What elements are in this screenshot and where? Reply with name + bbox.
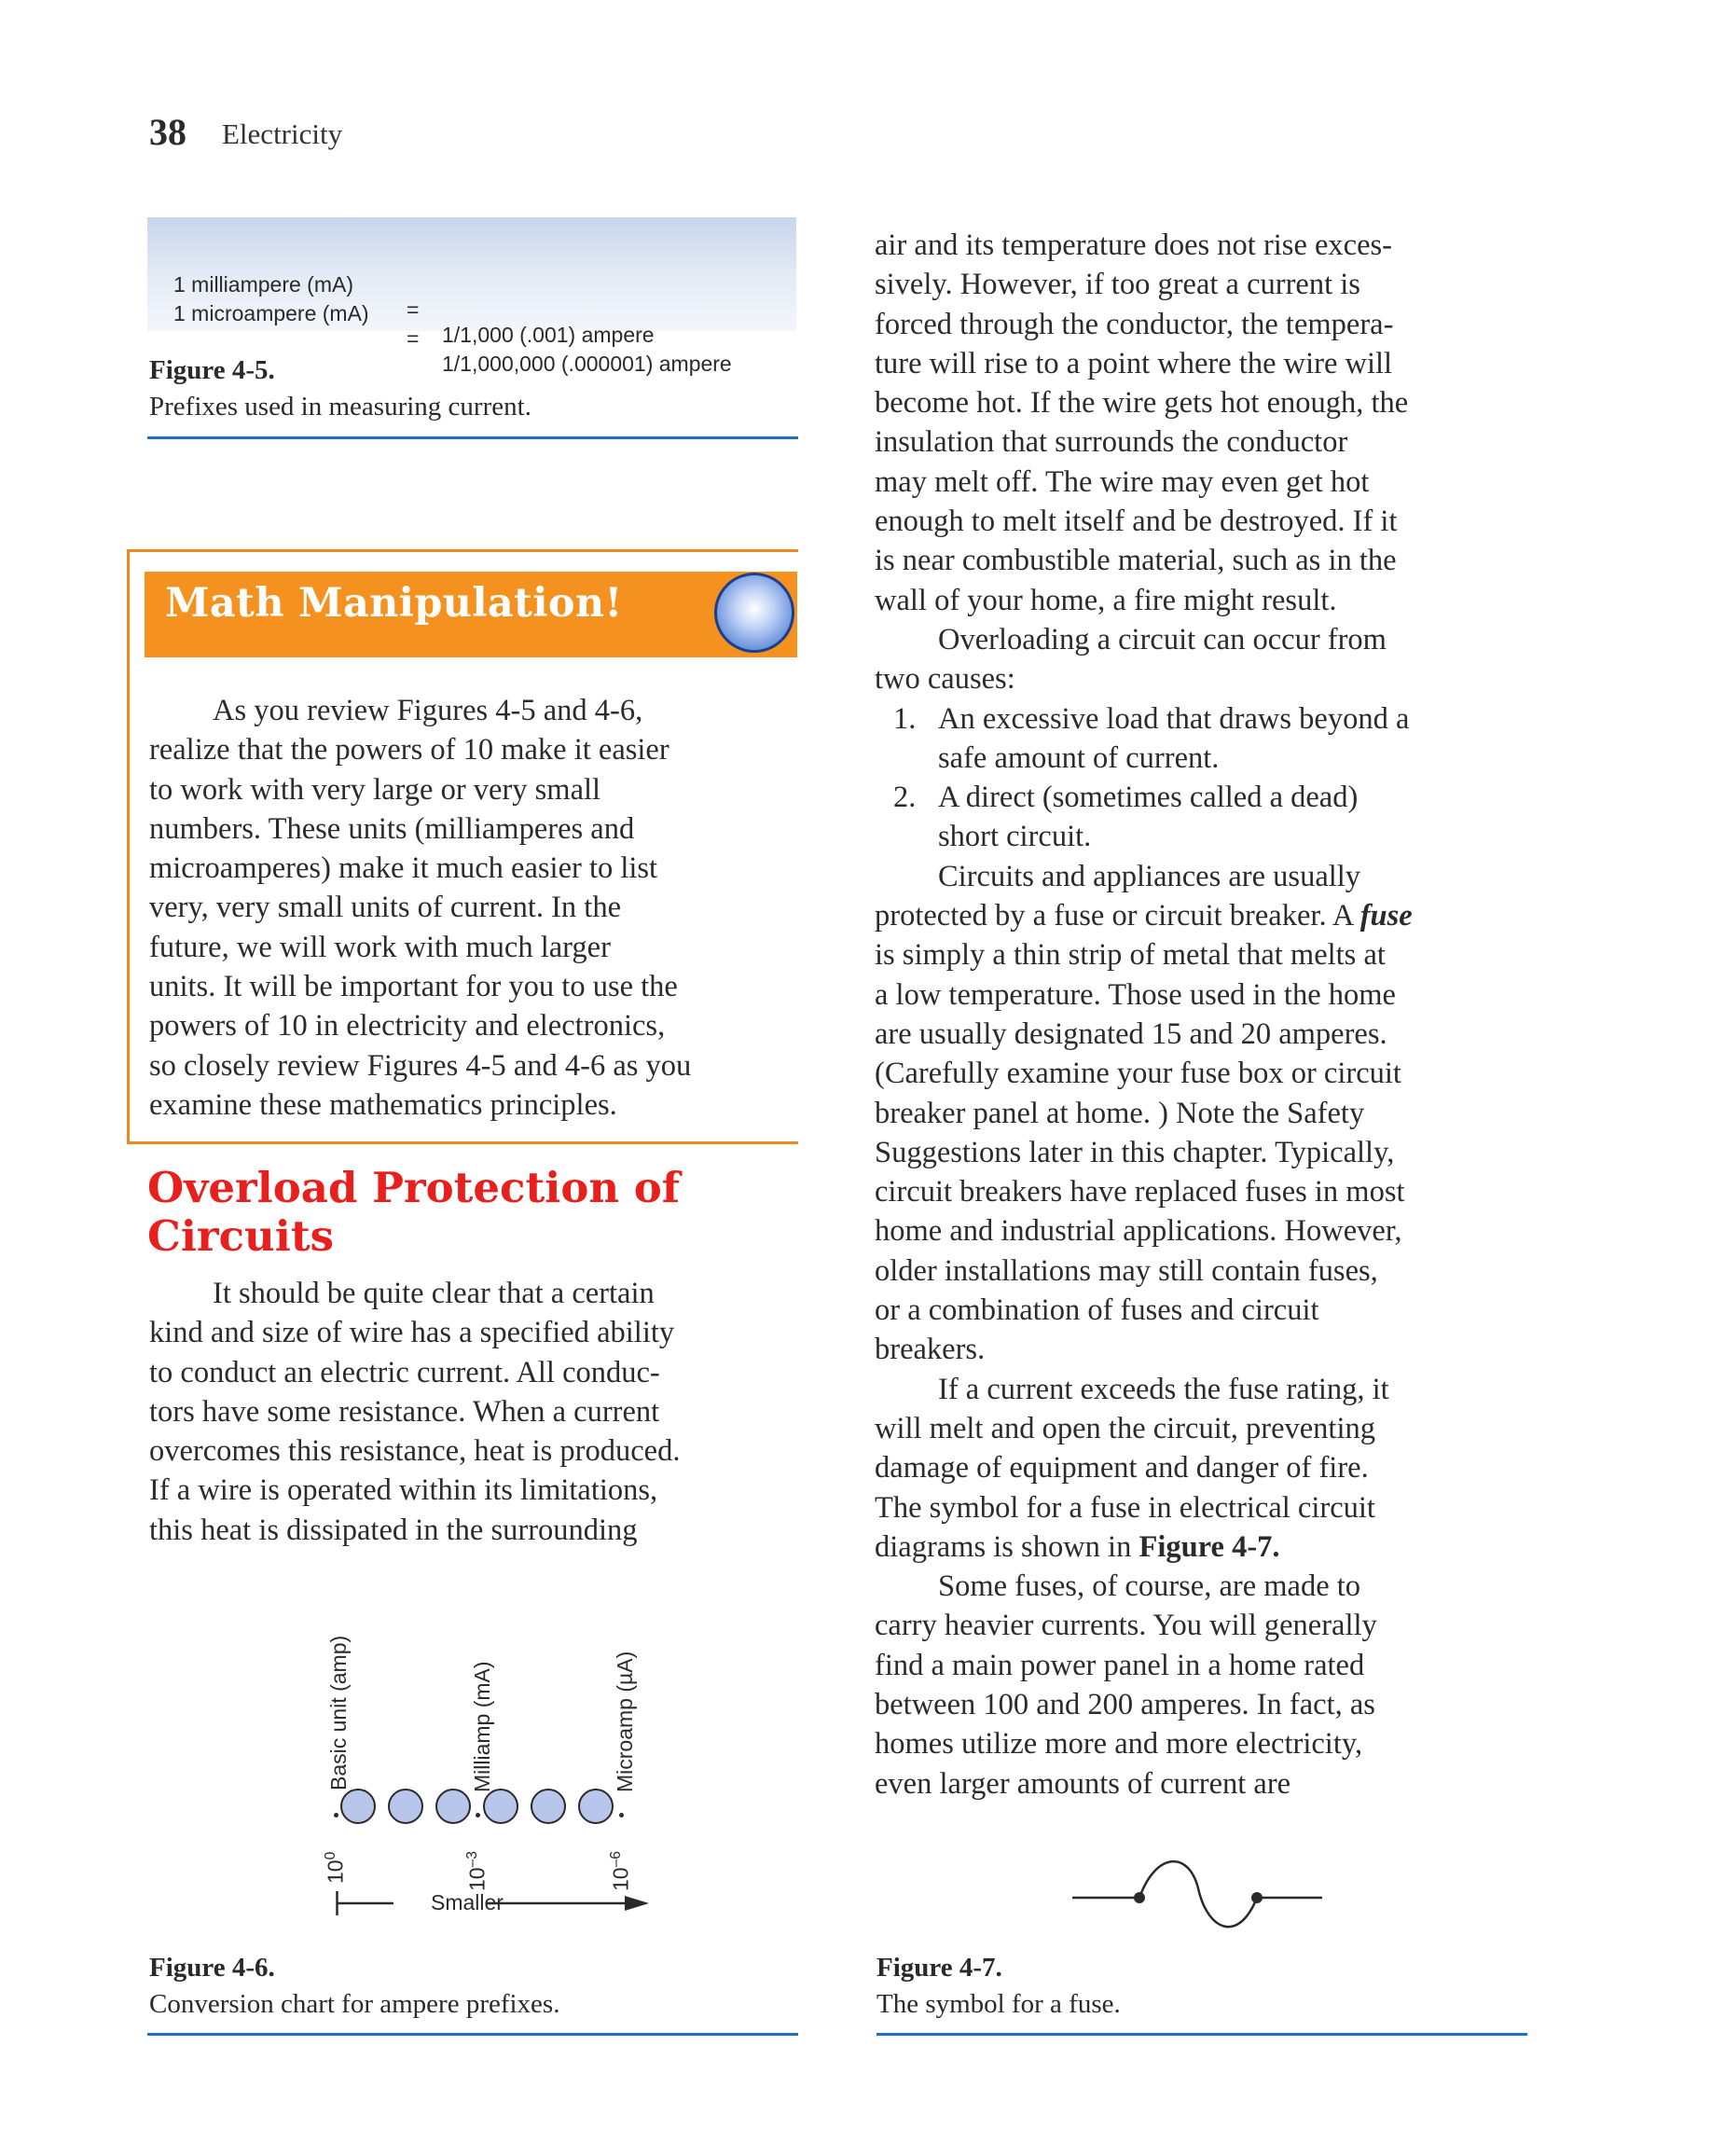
- text-line: ture will rise to a point where the wire will: [875, 346, 1393, 380]
- figure-4-6-caption-title: Figure 4-6.: [149, 1953, 275, 1983]
- text-line: short circuit.: [938, 820, 1092, 854]
- text-line: homes utilize more and more electricity,: [875, 1727, 1363, 1762]
- text-line: safe amount of current.: [938, 740, 1220, 775]
- list-number: 1.: [893, 701, 917, 736]
- text-fragment: protected by a fuse or circuit breaker. A: [875, 899, 1360, 933]
- exponent-value: –6: [608, 1851, 624, 1868]
- text-line: powers of 10 in electricity and electronics,: [149, 1009, 666, 1043]
- text-line: or a combination of fuses and circuit: [875, 1293, 1319, 1328]
- text-line: It should be quite clear that a certain: [213, 1277, 655, 1310]
- exponent-base: 10: [464, 1867, 490, 1891]
- text-line: examine these mathematics principles.: [149, 1087, 617, 1122]
- smaller-label: Smaller: [431, 1890, 504, 1914]
- text-line: forced through the conductor, the tempera-: [875, 307, 1394, 341]
- prefix-term: 1 microampere (mA): [173, 301, 369, 325]
- overload-causes-list: [875, 699, 1546, 857]
- text-line: damage of equipment and danger of fire.: [875, 1451, 1369, 1486]
- figure-4-5-caption-title: Figure 4-5.: [149, 355, 275, 385]
- prefix-value: 1/1,000 (.001) ampere: [442, 323, 655, 347]
- math-manipulation-title: Math Manipulation!: [165, 580, 623, 627]
- exponent-value: –3: [464, 1851, 480, 1868]
- text-line: If a current exceeds the fuse rating, it: [938, 1372, 1389, 1406]
- text-line: As you review Figures 4-5 and 4-6,: [213, 694, 643, 727]
- digit-place-circle: [578, 1789, 614, 1824]
- list-number: 2.: [893, 781, 917, 815]
- text-line: find a main power panel in a home rated: [875, 1648, 1365, 1682]
- text-line: very, very small units of current. In the: [149, 891, 622, 925]
- math-manipulation-text: [149, 691, 802, 1125]
- text-line: An excessive load that draws beyond a: [938, 701, 1410, 736]
- figure-4-7-reference: Figure 4-7.: [1138, 1529, 1280, 1564]
- exponent-label-basic: [323, 1852, 349, 1884]
- running-head: Electricity: [222, 117, 343, 150]
- text-line: [875, 896, 1546, 935]
- text-line: If a wire is operated within its limitations,: [149, 1473, 658, 1508]
- text-line: older installations may still contain fuses,: [875, 1253, 1378, 1288]
- text-line: carry heavier currents. You will generally: [875, 1609, 1377, 1643]
- text-line: [875, 1527, 1546, 1567]
- text-line: breakers.: [875, 1333, 986, 1367]
- text-line: overcomes this resistance, heat is produced.: [149, 1434, 681, 1469]
- text-line: is simply a thin strip of metal that melts at: [875, 938, 1386, 973]
- prefix-equals: =: [407, 297, 420, 322]
- text-line: units. It will be important for you to use the: [149, 970, 678, 1004]
- decimal-point-mark: [334, 1813, 338, 1817]
- text-line: a low temperature. Those used in the home: [875, 977, 1396, 1012]
- text-line: insulation that surrounds the conductor: [875, 425, 1348, 460]
- figure-4-5-caption-text: Prefixes used in measuring current.: [149, 392, 531, 422]
- figure-4-7-caption-title: Figure 4-7.: [876, 1953, 1002, 1983]
- text-line: future, we will work with much larger: [149, 930, 611, 964]
- right-column-text: [875, 226, 1546, 1804]
- digit-place-circle: [483, 1789, 518, 1824]
- prefix-value: 1/1,000,000 (.000001) ampere: [442, 352, 732, 376]
- text-line: so closely review Figures 4-5 and 4-6 as you: [149, 1048, 692, 1083]
- text-line: air and its temperature does not rise exces-: [875, 228, 1392, 262]
- digit-place-circle: [435, 1789, 471, 1824]
- text-line: to work with very large or very small: [149, 772, 601, 807]
- digit-place-circle: [340, 1789, 376, 1824]
- decimal-point-mark: [476, 1813, 480, 1817]
- text-line: are usually designated 15 and 20 amperes.: [875, 1016, 1387, 1051]
- text-line: may melt off. The wire may even get hot: [875, 464, 1370, 499]
- text-line: two causes:: [875, 662, 1015, 697]
- text-line: breaker panel at home. ) Note the Safety: [875, 1096, 1365, 1130]
- prefix-term: 1 milliampere (mA): [173, 272, 353, 297]
- milliamp-label: Milliamp (mA): [470, 1661, 494, 1792]
- text-line: become hot. If the wire gets hot enough, the: [875, 386, 1409, 421]
- figure-4-6-caption-text: Conversion chart for ampere prefixes.: [149, 1989, 560, 2019]
- digit-place-circle: [531, 1789, 566, 1824]
- basic-unit-label: Basic unit (amp): [326, 1635, 351, 1790]
- exponent-base: 10: [608, 1867, 633, 1891]
- list-item: [875, 699, 1546, 779]
- text-line: is near combustible material, such as in the: [875, 544, 1397, 578]
- figure-4-5-rule: [147, 436, 798, 439]
- digit-place-circle: [388, 1789, 423, 1824]
- exponent-base: 10: [323, 1859, 348, 1884]
- text-line: numbers. These units (milliamperes and: [149, 811, 635, 846]
- text-line: to conduct an electric current. All conduc-: [149, 1355, 660, 1389]
- text-line: circuit breakers have replaced fuses in most: [875, 1175, 1405, 1209]
- text-line: Overloading a circuit can occur from: [938, 622, 1387, 656]
- figure-4-6-diagram: [280, 1604, 671, 1930]
- section-heading-line: Circuits: [147, 1211, 334, 1261]
- decimal-point-mark: [619, 1813, 624, 1817]
- text-line: kind and size of wire has a specified ability: [149, 1316, 675, 1350]
- text-line: sively. However, if too great a current is: [875, 268, 1360, 302]
- text-line: Suggestions later in this chapter. Typically,: [875, 1135, 1395, 1169]
- exponent-label-milli: [464, 1851, 490, 1891]
- microamp-label: Microamp (µA): [613, 1651, 637, 1792]
- text-line: enough to melt itself and be destroyed. If it: [875, 504, 1398, 539]
- section-text: [149, 1274, 811, 1550]
- text-line: A direct (sometimes called a dead): [938, 781, 1359, 815]
- prefix-equals: =: [407, 326, 420, 351]
- text-line: wall of your home, a fire might result.: [875, 583, 1337, 617]
- fuse-symbol-icon: [1072, 1856, 1324, 1940]
- key-term-fuse: fuse: [1359, 899, 1413, 933]
- section-heading: [147, 1164, 680, 1261]
- section-heading-line: Overload Protection of: [147, 1163, 681, 1212]
- exponent-value: 0: [323, 1851, 338, 1860]
- exponent-label-micro: [608, 1851, 634, 1891]
- figure-4-7-caption-text: The symbol for a fuse.: [876, 1989, 1121, 2019]
- text-line: Some fuses, of course, are made to: [938, 1569, 1361, 1604]
- text-line: (Carefully examine your fuse box or circuit: [875, 1057, 1401, 1091]
- list-item: [875, 778, 1546, 857]
- text-line: The symbol for a fuse in electrical circuit: [875, 1490, 1375, 1525]
- text-line: home and industrial applications. However,: [875, 1214, 1402, 1249]
- text-line: this heat is dissipated in the surrounding: [149, 1513, 638, 1547]
- figure-4-6-rule: [147, 2033, 798, 2036]
- text-line: microamperes) make it much easier to list: [149, 851, 658, 886]
- globe-icon: [714, 573, 794, 653]
- text-fragment: diagrams is shown in: [875, 1529, 1139, 1564]
- text-line: between 100 and 200 amperes. In fact, as: [875, 1687, 1375, 1721]
- text-line: tors have some resistance. When a current: [149, 1394, 660, 1429]
- text-line: realize that the powers of 10 make it easier: [149, 733, 669, 767]
- page-number: 38: [149, 111, 186, 153]
- figure-4-7-rule: [876, 2033, 1527, 2036]
- text-line: even larger amounts of current are: [875, 1766, 1291, 1801]
- text-line: will melt and open the circuit, preventing: [875, 1411, 1375, 1445]
- text-line: Circuits and appliances are usually: [938, 859, 1361, 893]
